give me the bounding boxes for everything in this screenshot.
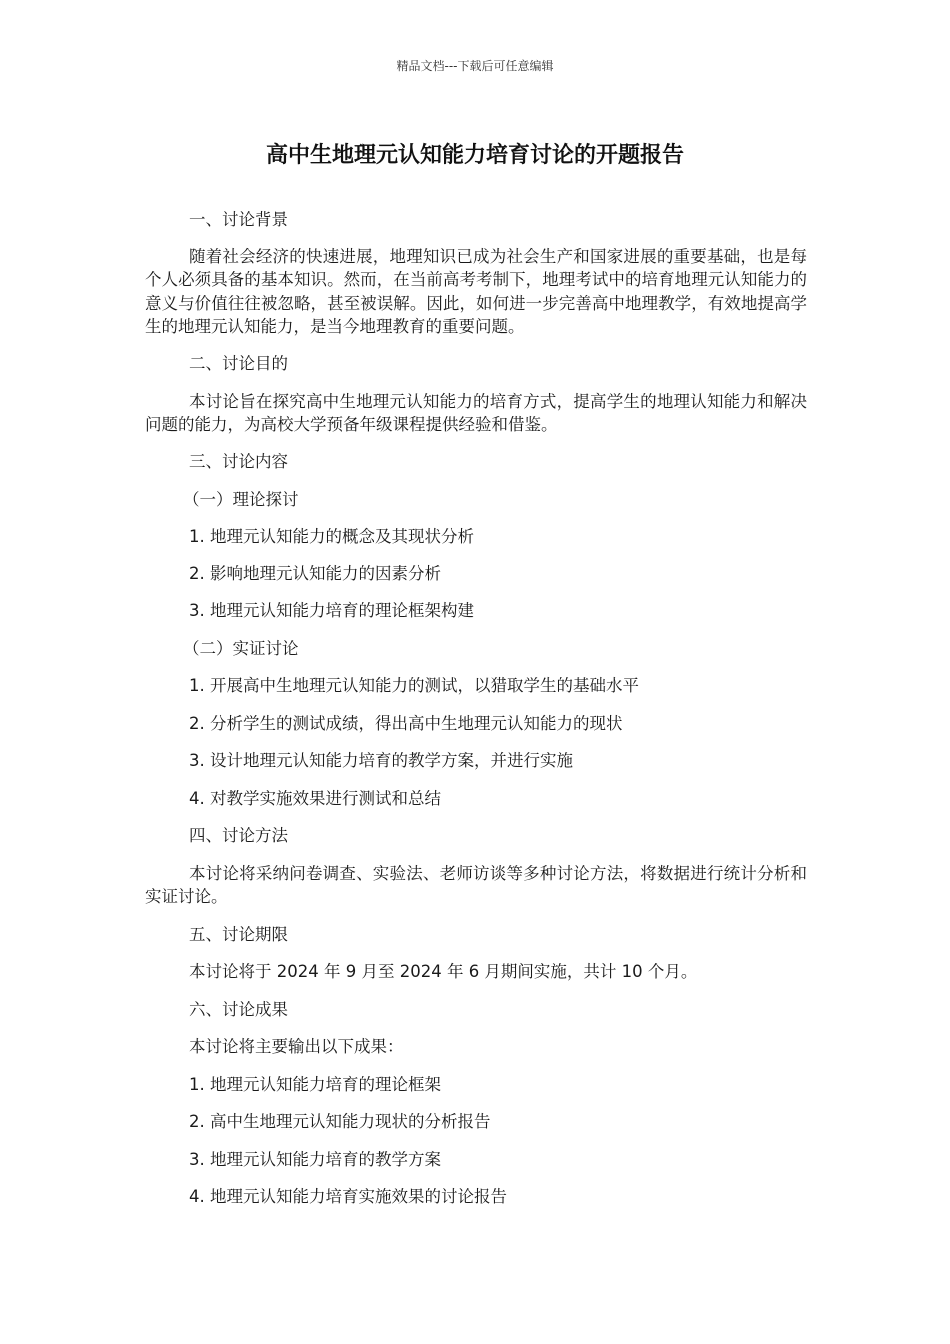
period-line: 本讨论将于 2024 年 9 月至 2024 年 6 月期间实施，共计 10 个月。 — [189, 962, 698, 981]
list-item: 1. 开展高中生地理元认知能力的测试，以猎取学生的基础水平 — [189, 676, 639, 695]
list-item: 3. 地理元认知能力培育的教学方案 — [189, 1150, 441, 1169]
subsection-heading-empirical: （二）实证讨论 — [183, 639, 299, 658]
paragraph-method: 本讨论将采纳问卷调查、实验法、老师访谈等多种讨论方法，将数据进行统计分析和实证讨论。 — [145, 864, 807, 907]
section-heading-purpose: 二、讨论目的 — [189, 354, 288, 373]
results-intro: 本讨论将主要输出以下成果： — [189, 1037, 404, 1056]
section-heading-content: 三、讨论内容 — [189, 452, 288, 471]
document-title: 高中生地理元认知能力培育讨论的开题报告 — [265, 143, 684, 168]
list-item: 3. 设计地理元认知能力培育的教学方案，并进行实施 — [189, 751, 573, 770]
paragraph-background: 随着社会经济的快速进展，地理知识已成为社会生产和国家进展的重要基础，也是每个人必须具备的基本知识。然而，在当前高考考制下，地理考试中的培育地理元认知能力的意义与价值往往被忽略，甚至被误解。因此，如何进一步完善高中地理教学，有效地提高学生的地理元认知能力，是当今地理教育的重要问题。 — [145, 247, 807, 336]
list-item: 2. 影响地理元认知能力的因素分析 — [189, 564, 441, 583]
list-item: 1. 地理元认知能力的概念及其现状分析 — [189, 527, 474, 546]
section-heading-background: 一、讨论背景 — [189, 210, 288, 229]
list-item: 4. 对教学实施效果进行测试和总结 — [189, 789, 441, 808]
subsection-heading-theory: （一）理论探讨 — [183, 490, 299, 509]
list-item: 3. 地理元认知能力培育的理论框架构建 — [189, 601, 474, 620]
paragraph-purpose: 本讨论旨在探究高中生地理元认知能力的培育方式，提高学生的地理认知能力和解决问题的能力，为高校大学预备年级课程提供经验和借鉴。 — [145, 392, 807, 435]
list-item: 4. 地理元认知能力培育实施效果的讨论报告 — [189, 1187, 507, 1206]
section-heading-method: 四、讨论方法 — [189, 826, 288, 845]
section-heading-results: 六、讨论成果 — [189, 1000, 288, 1019]
section-heading-period: 五、讨论期限 — [189, 925, 288, 944]
list-item: 1. 地理元认知能力培育的理论框架 — [189, 1075, 441, 1094]
header-note: 精品文档---下载后可任意编辑 — [396, 59, 554, 73]
list-item: 2. 高中生地理元认知能力现状的分析报告 — [189, 1112, 491, 1131]
list-item: 2. 分析学生的测试成绩，得出高中生地理元认知能力的现状 — [189, 714, 623, 733]
